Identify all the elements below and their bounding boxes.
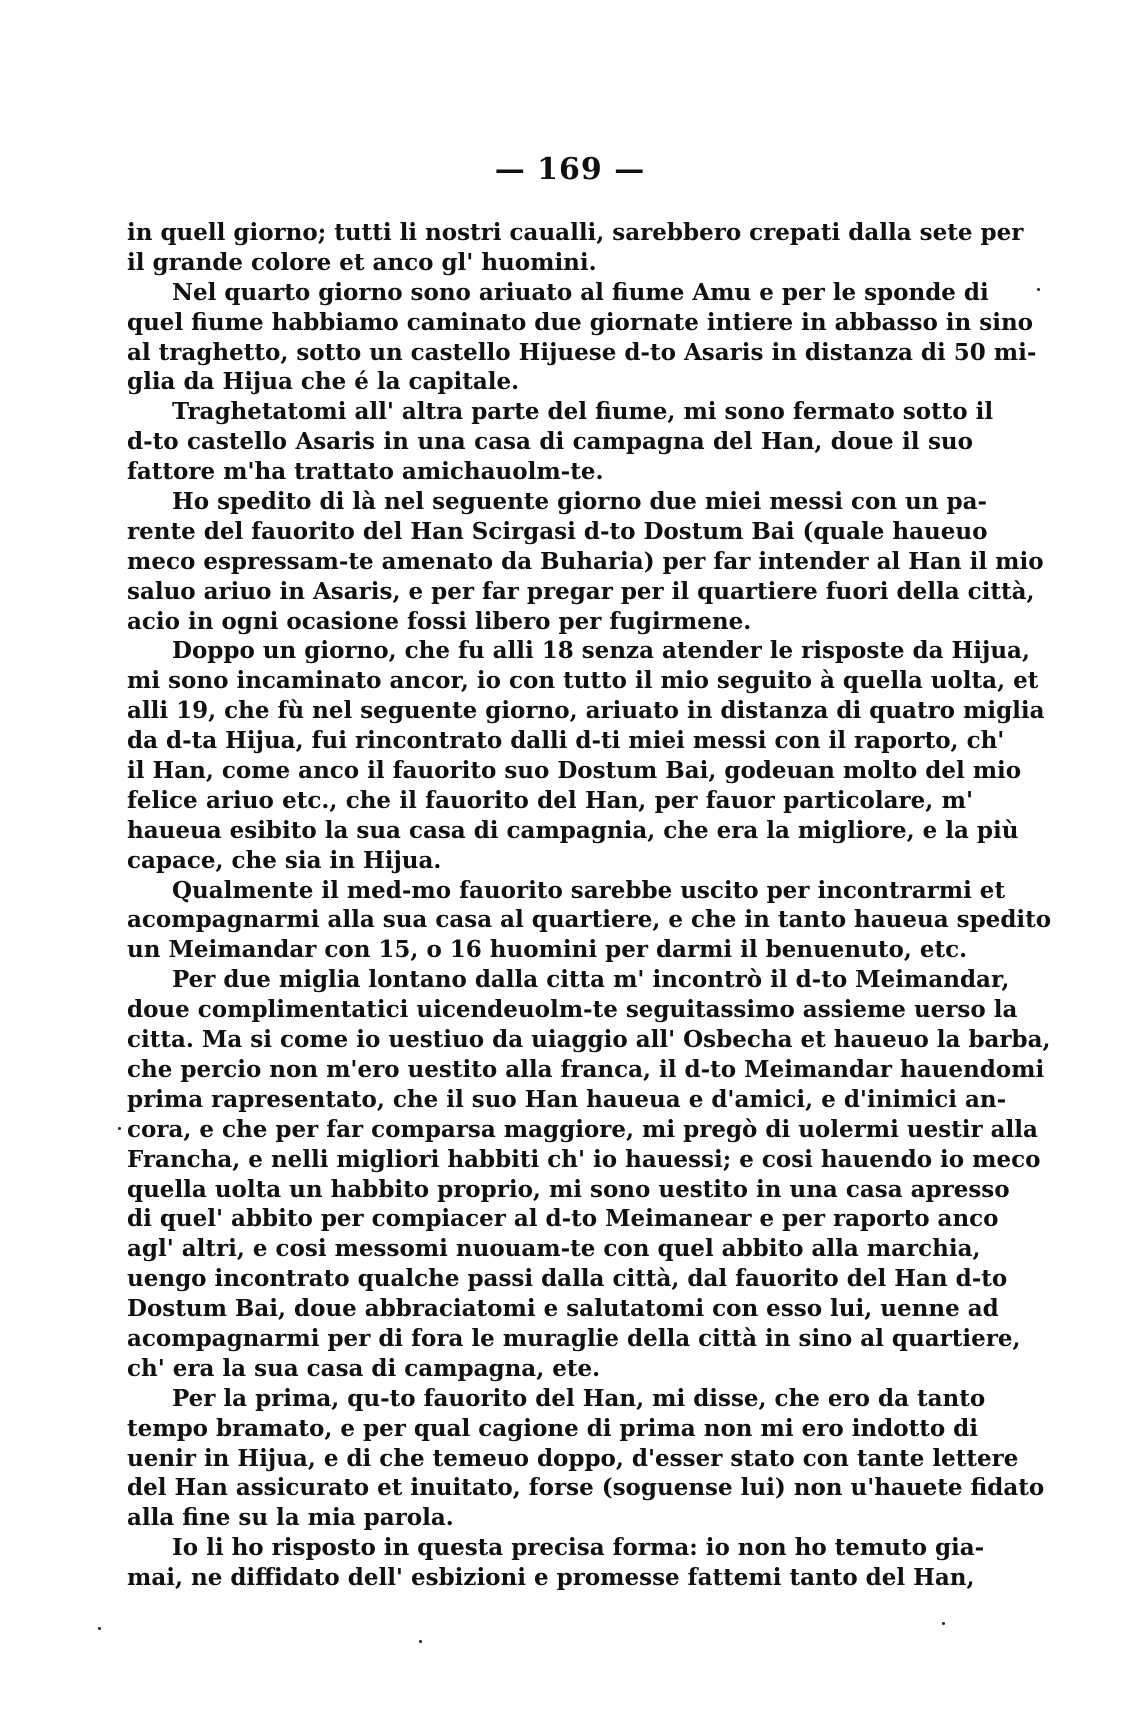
text-line: Io li ho risposto in questa precisa forma: io non ho temuto gia-	[172, 1534, 985, 1562]
text-line: da d-ta Hijua, fui rincontrato dalli d-ti miei messi con il raporto, ch'	[127, 727, 1005, 755]
text-line: haueua esibito la sua casa di campagnia, che era la migliore, e la più	[127, 816, 1019, 844]
text-line: di quel' abbito per compiacer al d-to Meimanear e per raporto anco	[127, 1205, 999, 1233]
text-line: glia da Hijua che é la capitale.	[127, 368, 520, 396]
text-line: capace, che sia in Hijua.	[127, 846, 442, 874]
text-line: quel fiume habbiamo caminato due giornate intiere in abbasso in sino	[127, 308, 1034, 336]
text-line: il grande colore et anco gl' huomini.	[127, 248, 597, 276]
text-line: ch' era la sua casa di campagna, ete.	[127, 1354, 601, 1382]
text-line: prima rapresentato, che il suo Han haueua e d'amici, e d'inimici an-	[127, 1085, 1007, 1113]
text-line: Traghetatomi all' altra parte del fiume, mi sono fermato sotto il	[172, 398, 994, 426]
text-line: del Han assicurato et inuitato, forse (soguense lui) non u'hauete fidato	[127, 1474, 1045, 1502]
text-line: Per due miglia lontano dalla citta m' incontrò il d-to Meimandar,	[172, 966, 1010, 994]
text-line: meco espressam-te amenato da Buharia) per far intender al Han il mio	[127, 547, 1044, 575]
text-line: Per la prima, qu-to fauorito del Han, mi disse, che ero da tanto	[172, 1384, 986, 1412]
text-line: acompagnarmi per di fora le muraglie della città in sino al quartiere,	[127, 1324, 1021, 1352]
print-speck	[942, 1622, 945, 1625]
page-number: — 169 —	[494, 152, 646, 187]
text-line: citta. Ma si come io uestiuo da uiaggio all' Osbecha et haueuo la barba,	[127, 1026, 1051, 1054]
text-line: tempo bramato, e per qual cagione di prima non mi ero indotto di	[127, 1414, 978, 1442]
text-line: acio in ogni ocasione fossi libero per fugirmene.	[127, 607, 752, 635]
text-line: uenir in Hijua, e di che temeuo doppo, d'esser stato con tante lettere	[127, 1444, 1019, 1472]
text-line: d-to castello Asaris in una casa di campagna del Han, doue il suo	[127, 428, 973, 456]
text-line: Dostum Bai, doue abbraciatomi e salutatomi con esso lui, uenne ad	[127, 1295, 999, 1323]
text-line: al traghetto, sotto un castello Hijuese d-to Asaris in distanza di 50 mi-	[127, 338, 1037, 366]
text-line: mi sono incaminato ancor, io con tutto il mio seguito à quella uolta, et	[127, 667, 1039, 695]
text-line: quella uolta un habbito proprio, mi sono uestito in una casa apresso	[127, 1175, 1010, 1203]
print-speck	[118, 1127, 121, 1130]
body-text	[127, 218, 1052, 1593]
text-line: Ho spedito di là nel seguente giorno due miei messi con un pa-	[172, 488, 988, 516]
print-speck	[98, 1627, 101, 1630]
text-line: Francha, e nelli migliori habbiti ch' io hauessi; e cosi hauendo io meco	[127, 1145, 1041, 1173]
text-line: rente del fauorito del Han Scirgasi d-to Dostum Bai (quale haueuo	[127, 517, 988, 545]
text-line: fattore m'ha trattato amichauolm-te.	[127, 458, 604, 486]
print-speck	[1037, 288, 1040, 291]
text-line: in quell giorno; tutti li nostri caualli, sarebbero crepati dalla sete per	[127, 219, 1024, 246]
text-line: saluo ariuo in Asaris, e per far pregar per il quartiere fuori della città,	[127, 577, 1035, 605]
text-line: uengo incontrato qualche passi dalla città, dal fauorito del Han d-to	[127, 1265, 1008, 1293]
text-line: agl' altri, e cosi messomi nuouam-te con quel abbito alla marchia,	[127, 1235, 981, 1263]
text-line: Nel quarto giorno sono ariuato al fiume Amu e per le sponde di	[172, 278, 989, 306]
text-line: un Meimandar con 15, o 16 huomini per darmi il benuenuto, etc.	[127, 936, 968, 964]
text-line: alli 19, che fù nel seguente giorno, ariuato in distanza di quatro miglia	[127, 697, 1045, 725]
text-line: mai, ne diffidato dell' esbizioni e promesse fattemi tanto del Han,	[127, 1564, 975, 1592]
text-line: cora, e che per far comparsa maggiore, mi pregò di uolermi uestir alla	[127, 1115, 1038, 1143]
text-line: Doppo un giorno, che fu alli 18 senza atender le risposte da Hijua,	[172, 637, 1030, 665]
text-line: Qualmente il med-mo fauorito sarebbe uscito per incontrarmi et	[172, 876, 1006, 904]
text-line: acompagnarmi alla sua casa al quartiere, e che in tanto haueua spedito	[127, 906, 1052, 934]
text-line: felice ariuo etc., che il fauorito del Han, per fauor particolare, m'	[127, 786, 973, 814]
text-line: il Han, come anco il fauorito suo Dostum Bai, godeuan molto del mio	[127, 757, 1022, 785]
print-speck	[419, 1640, 422, 1643]
text-line: che percio non m'ero uestito alla franca, il d-to Meimandar hauendomi	[127, 1055, 1045, 1083]
text-line: doue complimentatici uicendeuolm-te seguitassimo assieme uerso la	[127, 996, 1018, 1024]
text-line: alla fine su la mia parola.	[127, 1504, 454, 1532]
